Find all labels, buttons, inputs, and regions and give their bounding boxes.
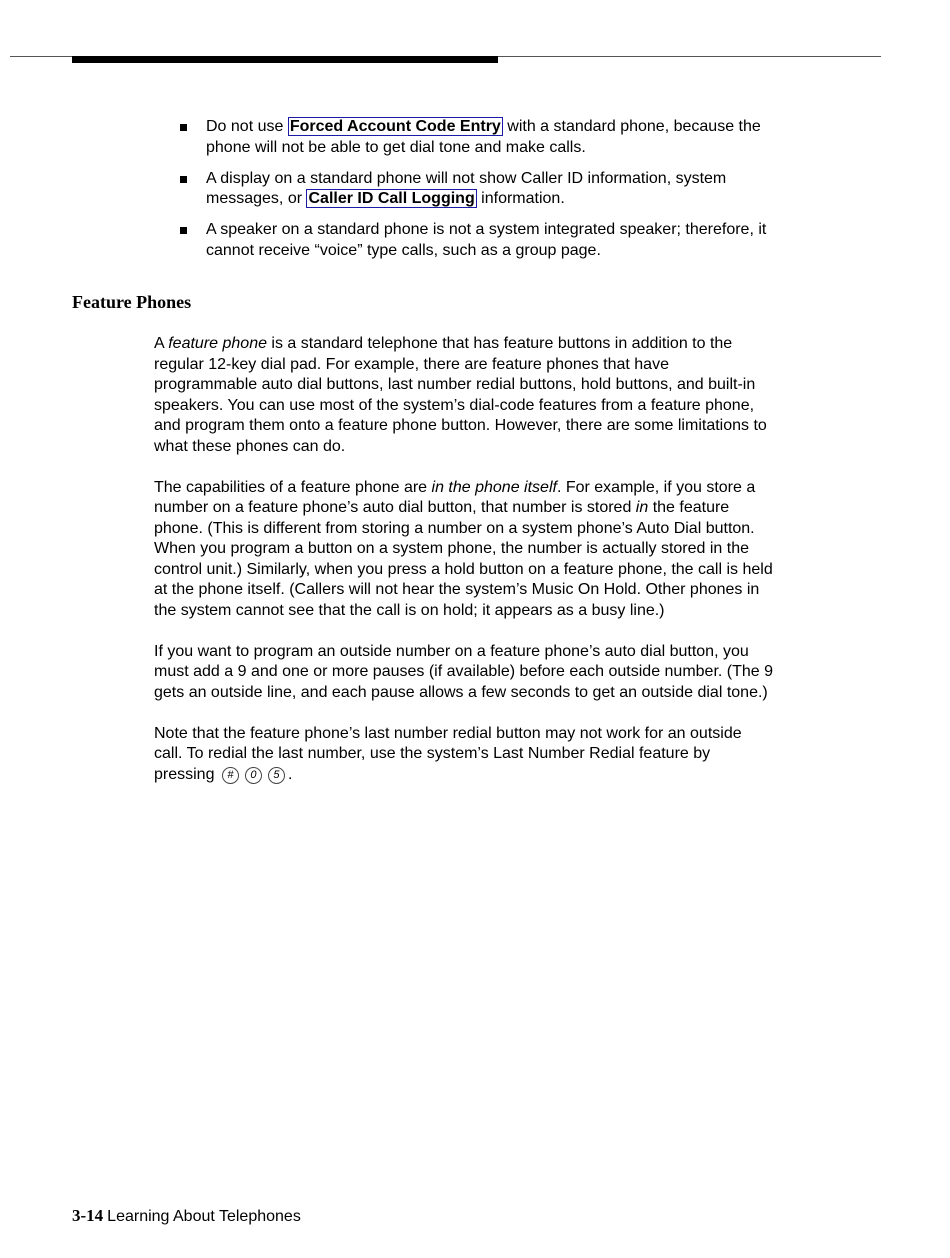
list-item <box>180 169 780 210</box>
page-footer <box>72 1206 301 1226</box>
bullet-icon <box>180 176 187 183</box>
zero-key-icon: 0 <box>245 767 262 784</box>
paragraph: A feature phone is a standard telephone that has feature buttons in addition to the regular 12-key dial pad. For example, there are feature phones that have programmable auto dial buttons, last number redial buttons, hold buttons, and built-in speakers. You can use most of the system’s dial-code features from a feature phone, and program them onto a feature phone button. However, there are some limitations to what these phones can do. <box>154 335 767 455</box>
bullet-icon <box>180 227 187 234</box>
list-item <box>180 220 780 261</box>
forced-account-code-entry-link[interactable]: Forced Account Code Entry <box>289 118 501 135</box>
page-number: 3-14 <box>72 1206 104 1225</box>
list-item-text: information. <box>476 190 565 207</box>
paragraph: Note that the feature phone’s last number redial button may not work for an outside call. To redial the last number, use the system’s Last Number Redial feature by pressing # 0 5 . <box>154 724 742 783</box>
header-bar <box>72 56 498 63</box>
list-item-text: with a standard phone, because the phone will not be able to get dial tone and make calls. <box>206 118 761 156</box>
paragraph: If you want to program an outside number on a feature phone’s auto dial button, you must add a 9 and one or more pauses (if available) before each outside number. (The 9 gets an outside line, and each pause allows a few seconds to get an outside dial tone.) <box>154 642 774 701</box>
chapter-title: Learning About Telephones <box>107 1208 301 1225</box>
pound-key-icon: # <box>222 767 239 784</box>
bullet-icon <box>180 124 187 131</box>
paragraph: The capabilities of a feature phone are in the phone itself. For example, if you store a number on a feature phone’s auto dial button, that number is stored in the feature phone. (This is different from storing a number on a system phone’s Auto Dial button. When you program a button on a system phone, the number is actually stored in the control unit.) Similarly, when you press a hold button on a feature phone, the call is held at the phone itself. (Callers will not hear the system’s Music On Hold. Other phones in the system cannot see that the call is on hold; it appears as a busy line.) <box>154 478 773 619</box>
five-key-icon: 5 <box>268 767 285 784</box>
list-item-text: A speaker on a standard phone is not a system integrated speaker; therefore, it cannot receive “voice” type calls, such as a group page. <box>206 221 767 259</box>
list-item-text: Do not use <box>206 118 288 135</box>
section-heading: Feature Phones <box>72 292 192 312</box>
list-item <box>180 117 780 158</box>
caller-id-call-logging-link[interactable]: Caller ID Call Logging <box>308 190 475 207</box>
limitations-list <box>180 117 780 272</box>
section-body <box>154 334 774 806</box>
list-item-text: A display on a standard phone will not show Caller ID information, system messages, or <box>206 169 727 207</box>
